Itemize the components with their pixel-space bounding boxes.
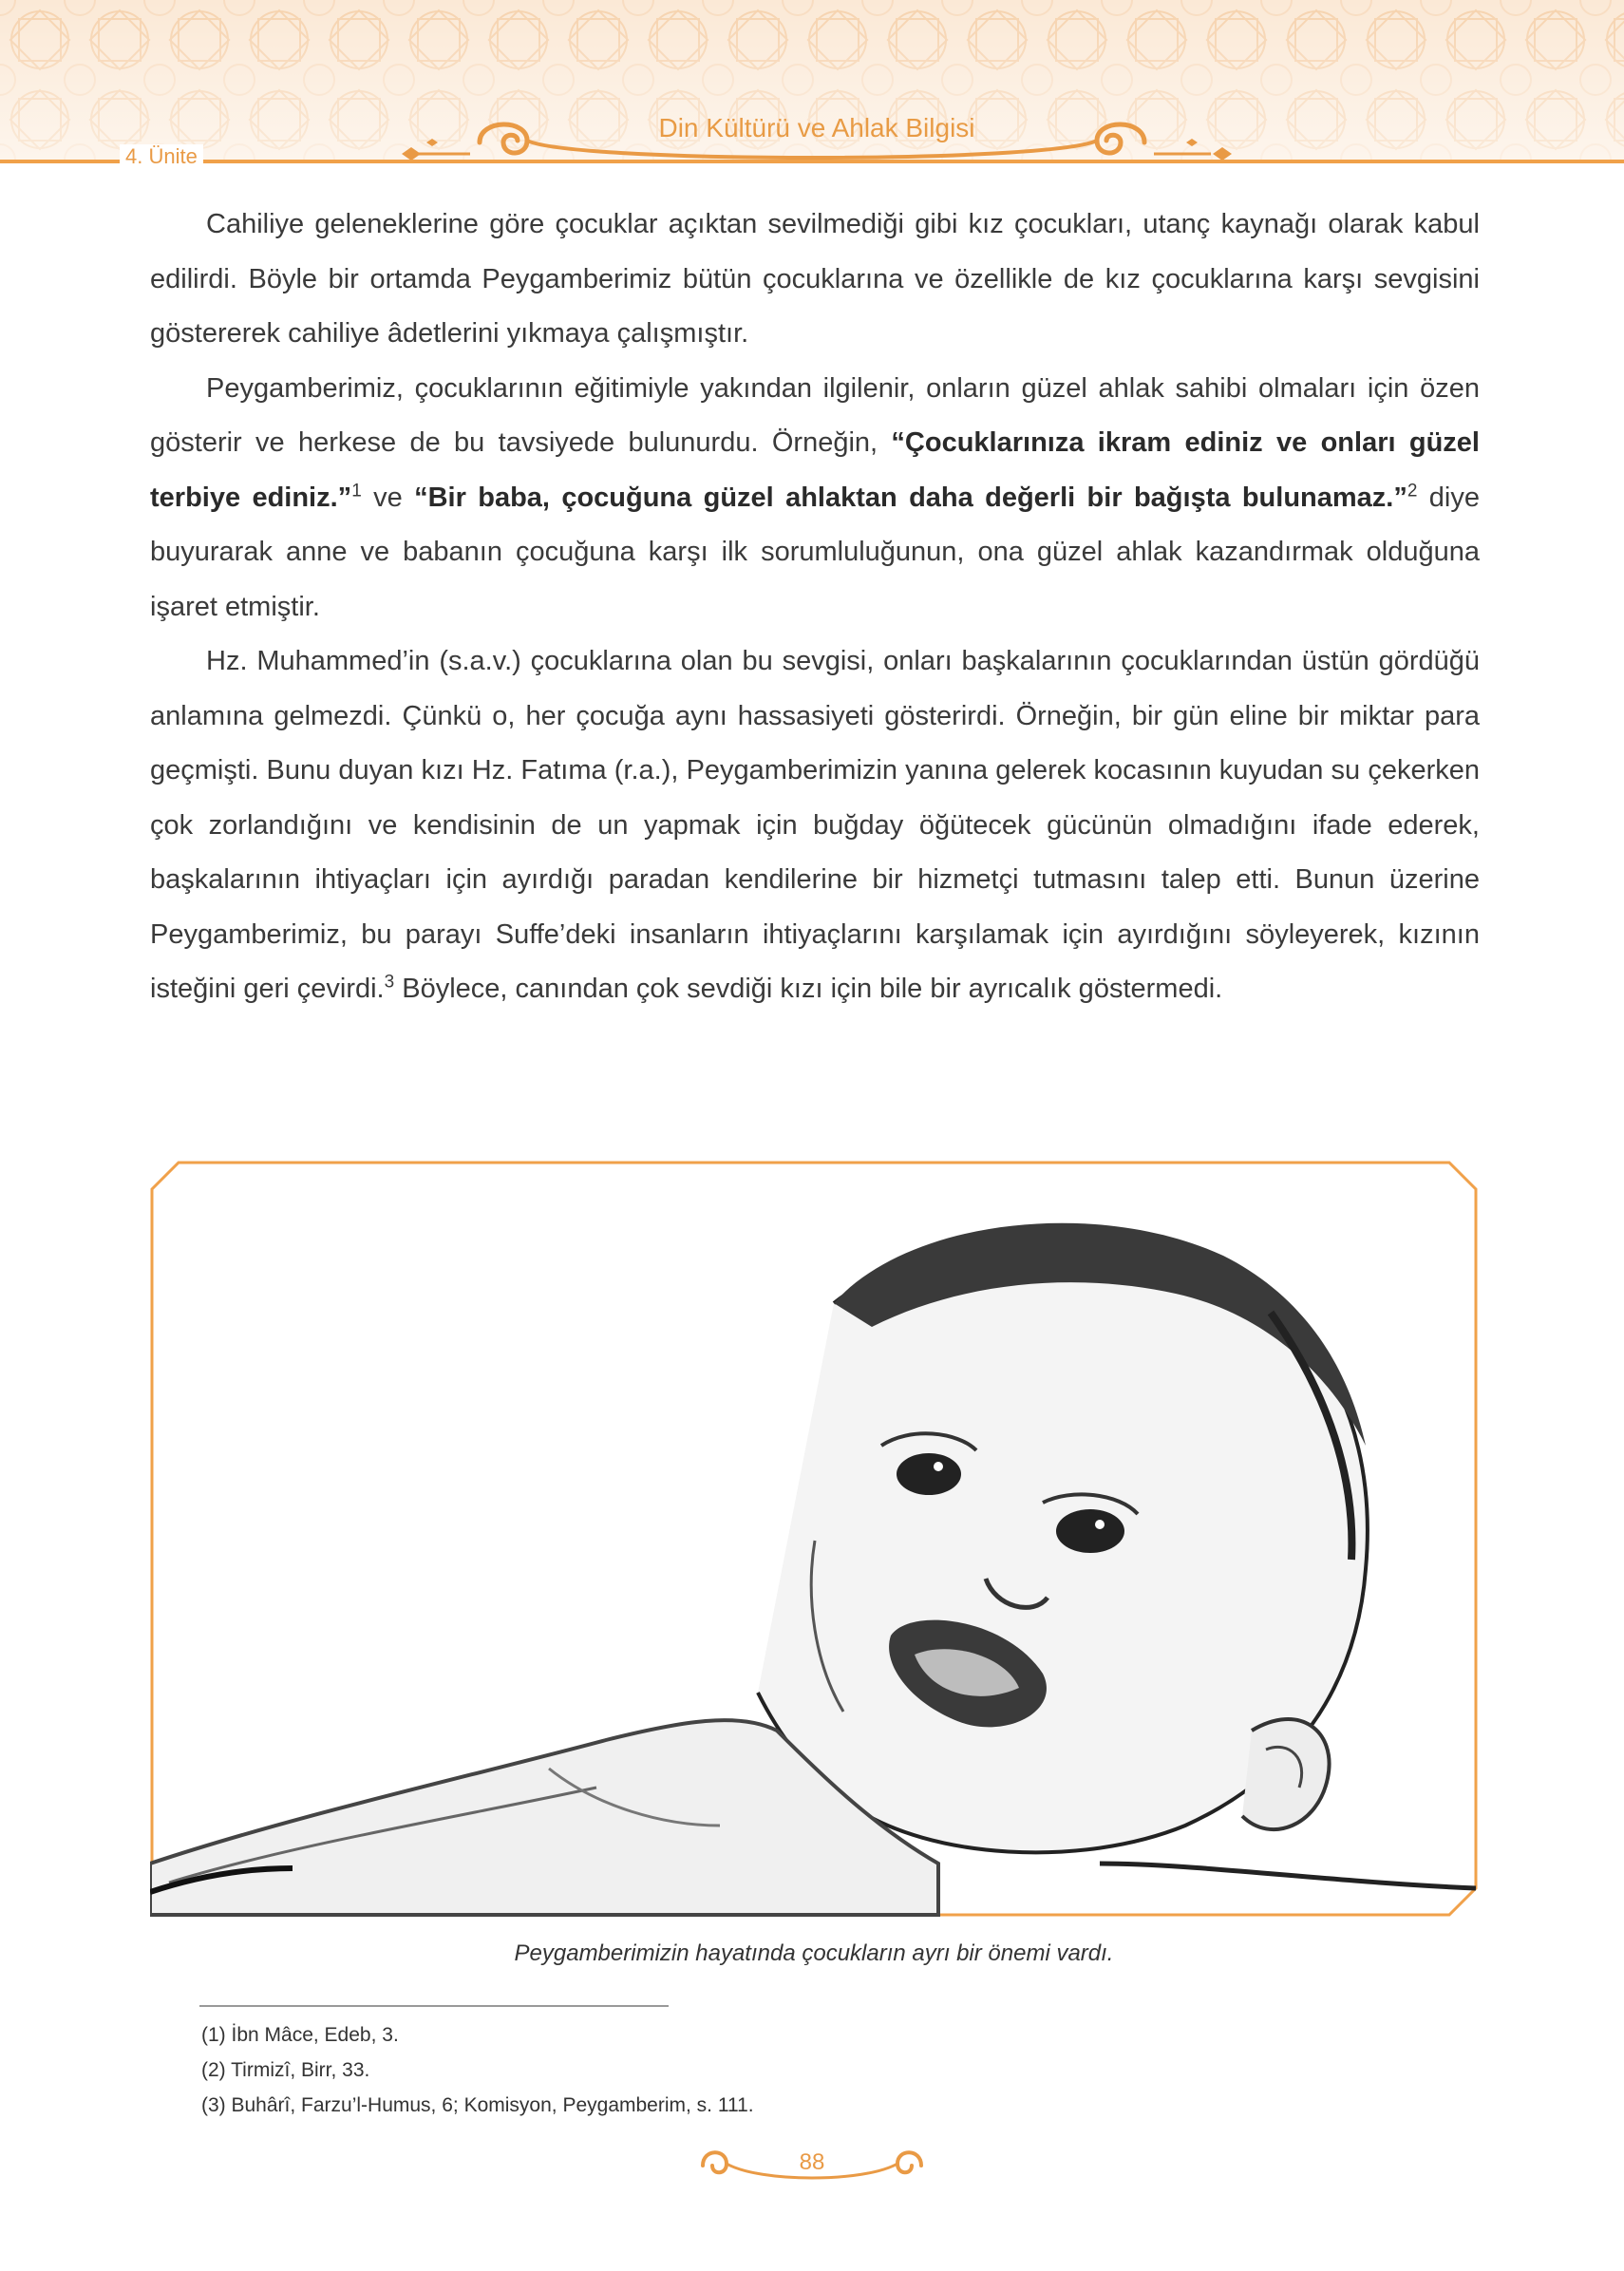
baby-photo-frame [150, 1161, 1478, 1917]
paragraph-3 [150, 634, 1480, 1017]
quote-hadith-2: “Bir baba, çocuğuna güzel ahlaktan daha değerli bir bağışta bulunamaz.” [414, 482, 1407, 513]
figure-caption: Peygamberimizin hayatında çocukların ayrı bir önemi vardı. [514, 1940, 1114, 1966]
book-title: Din Kültürü ve Ahlak Bilgisi [658, 113, 975, 142]
paragraph-2-text: Peygamberimiz, çocuklarının eğitimiyle yakından ilgilenir, onların güzel ahlak sahibi olmaları için özen gösterir ve herkese de bu tavsiyede bulunurdu. Örneğin, [150, 372, 1480, 458]
footnote-1: (1) İbn Mâce, Edeb, 3. [201, 2024, 399, 2046]
page-number-ornament [684, 2137, 940, 2194]
footnote-ref-3: 3 [384, 972, 395, 993]
paragraph-2-connector: ve [361, 482, 415, 513]
quote-hadith-1: “Çocuklarınıza ikram ediniz ve onları güzel terbiye ediniz.” [150, 427, 1480, 513]
footnote-2: (2) Tirmizî, Birr, 33. [201, 2059, 370, 2081]
footnote-ref-2: 2 [1407, 480, 1418, 501]
page-number: 88 [799, 2149, 825, 2175]
footnote-3: (3) Buhârî, Farzu’l-Humus, 6; Komisyon, Peygamberim, s. 111. [201, 2094, 754, 2116]
footnotes [201, 2017, 754, 2123]
header-rule [0, 160, 1624, 163]
paragraph-3-text: Hz. Muhammed’in (s.a.v.) çocuklarına olan bu sevgisi, onları başkalarının çocuklarından üstün gördüğü anlamına gelmezdi. Çünkü o, her çocuğa aynı hassasiyeti gösterirdi. Örneğin, bir gün eline bir miktar para geçmişti. Bunu duyan kızı Hz. Fatıma (r.a.), Peygamberimizin yanına gelerek kocasının kuyudan su çekerken çok zorlandığını ve kendisinin de un yapmak için buğday öğütecek gücünün olmadığını ifade ederek, başkalarının ihtiyaçları için ayırdığı paradan kendilerine bir hizmetçi tutmasını talep etti. Bunun üzerine Peygamberimiz, bu parayı Suffe’deki insanların ihtiyaçlarını karşılamak için ayırdığını söyleyerek, kızının isteğini geri çevirdi. [150, 646, 1480, 1004]
footnote-divider [199, 2005, 669, 2007]
paragraph-2 [150, 362, 1480, 635]
paragraph-1: Cahiliye geleneklerine göre çocuklar açıktan sevilmediği gibi kız çocukları, utanç kaynağı olarak kabul edilirdi. Böyle bir ortamda Peygamberimiz bütün çocuklarına ve özellikle de kız çocuklarına karşı sevgisini göstererek cahiliye âdetlerini yıkmaya çalışmıştır. [150, 209, 1480, 349]
footnote-ref-1: 1 [351, 480, 362, 501]
unit-label: 4. Ünite [120, 144, 203, 169]
paragraph-2-end: diye buyurarak anne ve babanın çocuğuna karşı ilk sorumluluğunun, ona güzel ahlak kazandırmak olduğuna işaret etmiştir. [150, 482, 1480, 622]
body-text [150, 198, 1480, 1017]
paragraph-3-end: Böylece, canından çok sevdiği kızı için bile bir ayrıcalık göstermedi. [394, 974, 1223, 1004]
